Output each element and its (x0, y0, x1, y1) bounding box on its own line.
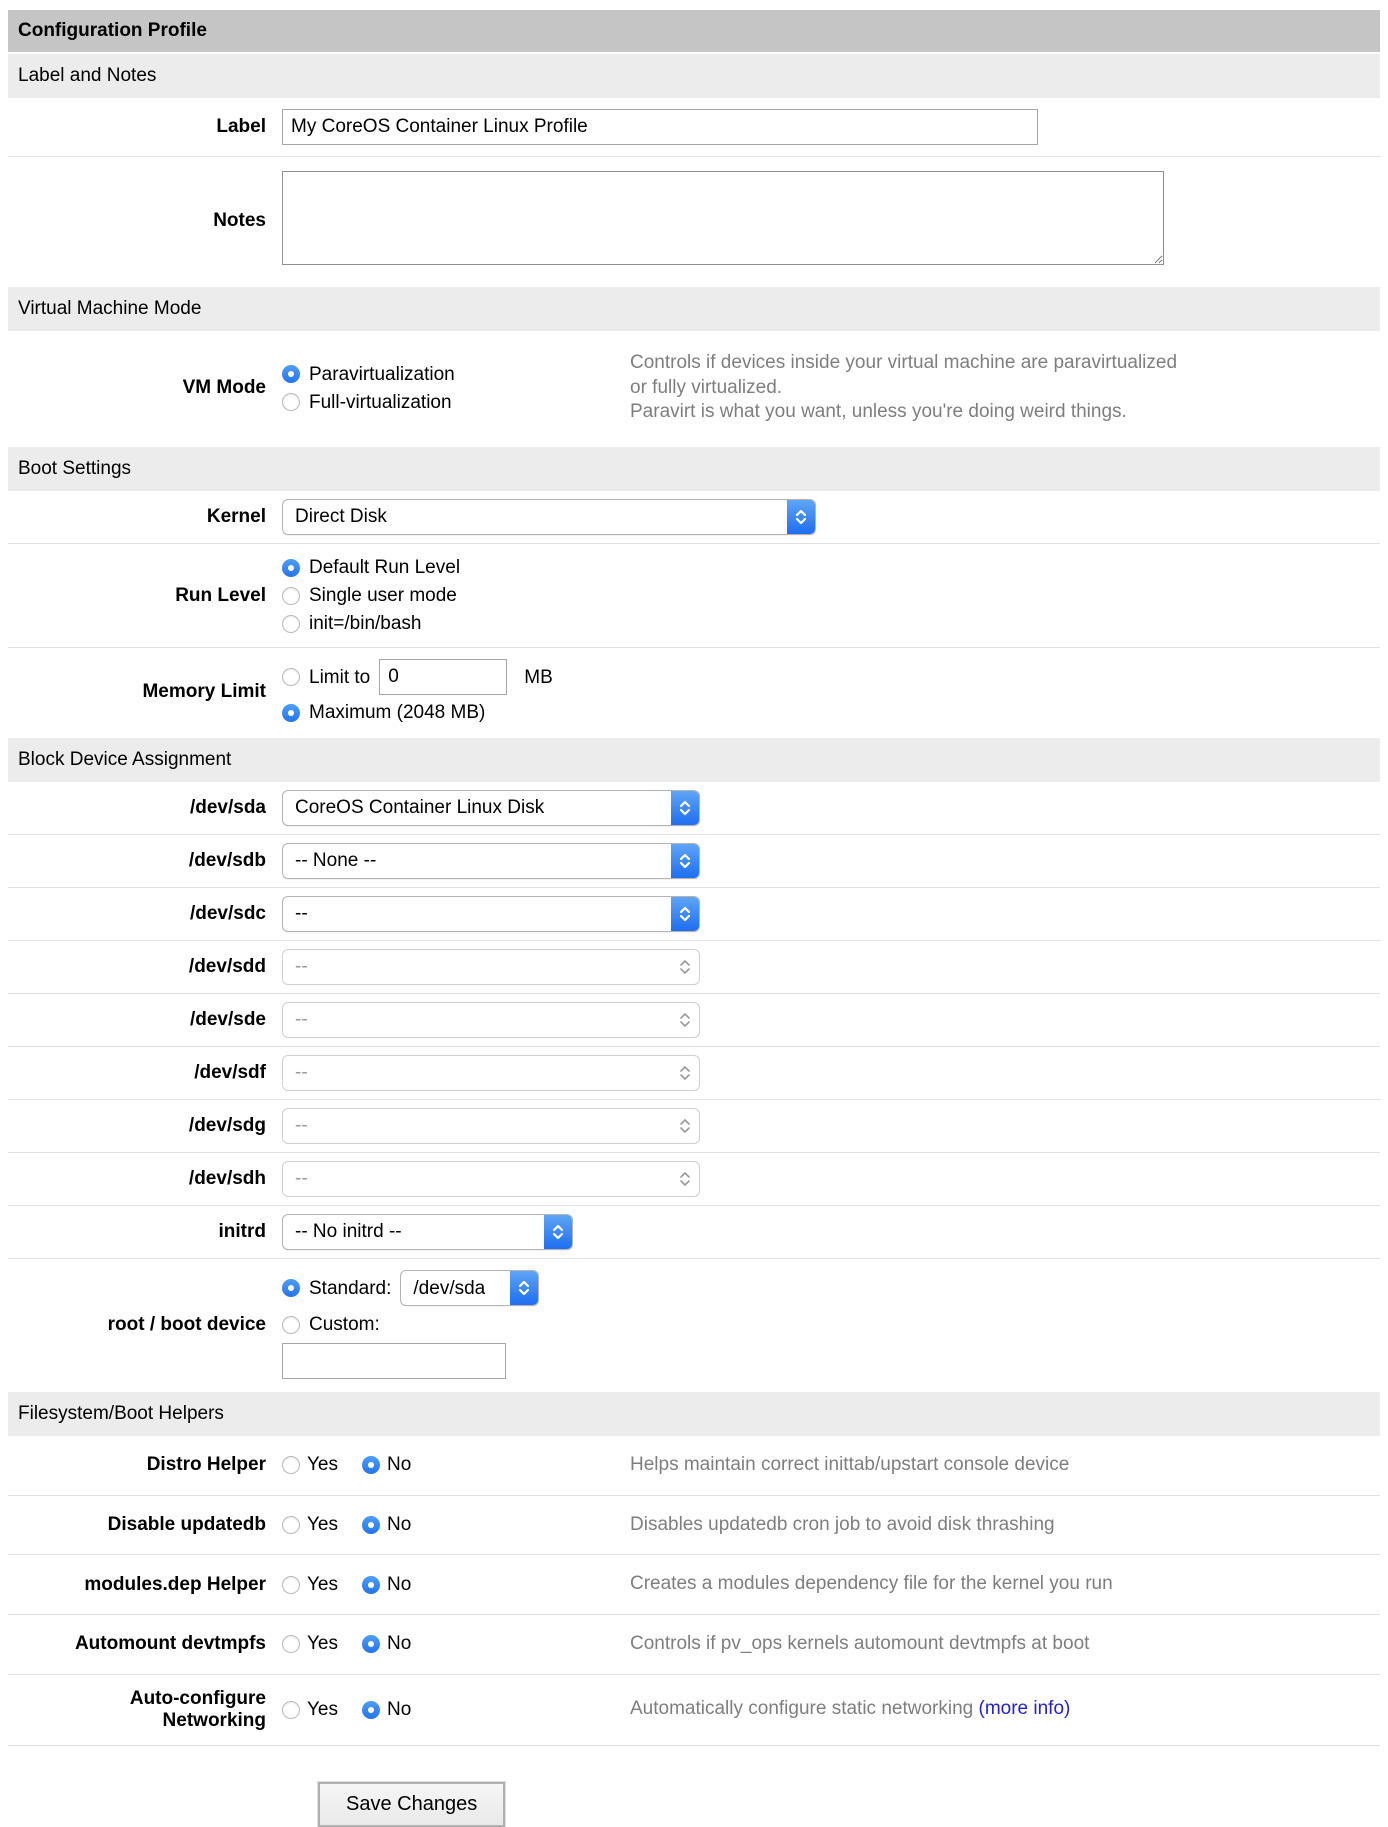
label-field-label: Label (216, 116, 266, 137)
radio-full-virtualization[interactable] (282, 393, 300, 411)
select-spinner-icon (787, 500, 815, 534)
select-spinner-icon (671, 791, 699, 825)
device-sda-label: /dev/sda (189, 797, 266, 819)
root-boot-device-label: root / boot device (107, 1313, 266, 1335)
device-sdb-select-value: -- None -- (295, 850, 377, 872)
distro-helper-label: Distro Helper (146, 1454, 266, 1476)
device-sdb-label: /dev/sdb (188, 850, 266, 872)
device-sdc-select-value: -- (295, 903, 308, 925)
vm-mode-row (8, 331, 1380, 445)
memory-limit-input[interactable] (379, 659, 507, 695)
radio-distro-helper-yes-label: Yes (307, 1454, 338, 1476)
radio-automount-devtmpfs-yes-label: Yes (307, 1633, 338, 1655)
device-row-sde (8, 993, 1380, 1046)
radio-distro-helper-no[interactable] (362, 1456, 380, 1474)
vm-mode-help-line2: Paravirt is what you want, unless you're doing weird things. (630, 401, 1127, 423)
section-header-label-and-notes: Label and Notes (8, 54, 1380, 98)
radio-auto-networking-no-label: No (387, 1698, 412, 1720)
radio-distro-helper-yes[interactable] (282, 1456, 300, 1474)
device-row-sdc (8, 887, 1380, 940)
automount-devtmpfs-help: Controls if pv_ops kernels automount devtmpfs at boot (630, 1633, 1090, 1655)
distro-helper-row (8, 1436, 1380, 1495)
device-sdg-select (282, 1108, 700, 1144)
radio-automount-devtmpfs-yes[interactable] (282, 1635, 300, 1653)
auto-configure-networking-help-text: Automatically configure static networking (630, 1698, 974, 1720)
auto-configure-networking-help (630, 1691, 1178, 1728)
radio-limit-to-label: Limit to (309, 666, 371, 688)
radio-distro-helper-no-label: No (387, 1454, 412, 1476)
device-sda-select[interactable] (282, 790, 700, 826)
memory-limit-row (8, 647, 1380, 736)
device-sdh-select-value: -- (295, 1168, 308, 1190)
boot-settings-group (8, 491, 1380, 736)
disable-updatedb-help: Disables updatedb cron job to avoid disk thrashing (630, 1513, 1055, 1535)
initrd-row (8, 1205, 1380, 1258)
save-area (8, 1746, 1380, 1827)
automount-devtmpfs-row (8, 1614, 1380, 1674)
radio-paravirtualization[interactable] (282, 365, 300, 383)
modules-dep-helper-help: Creates a modules dependency file for the kernel you run (630, 1573, 1113, 1595)
section-header-virtual-machine-mode: Virtual Machine Mode (8, 287, 1380, 331)
automount-devtmpfs-label: Automount devtmpfs (74, 1633, 266, 1655)
device-sdf-select-value: -- (295, 1062, 308, 1084)
root-boot-device-row (8, 1258, 1380, 1390)
radio-custom-device[interactable] (282, 1316, 300, 1334)
disable-updatedb-row (8, 1495, 1380, 1555)
device-sde-label: /dev/sde (189, 1009, 266, 1031)
radio-disable-updatedb-yes-label: Yes (307, 1514, 338, 1536)
auto-configure-networking-row (8, 1674, 1380, 1745)
device-sdh-select (282, 1161, 700, 1197)
radio-auto-networking-no[interactable] (362, 1701, 380, 1719)
filesystem-helpers-group (8, 1436, 1380, 1746)
modules-dep-helper-label: modules.dep Helper (84, 1573, 266, 1595)
select-spinner-icon (671, 844, 699, 878)
device-sdb-select[interactable] (282, 843, 700, 879)
radio-modules-dep-no[interactable] (362, 1576, 380, 1594)
radio-standard-device[interactable] (282, 1279, 300, 1297)
standard-device-select-value: /dev/sda (413, 1277, 486, 1299)
radio-modules-dep-yes-label: Yes (307, 1573, 338, 1595)
custom-device-input[interactable] (282, 1343, 506, 1379)
radio-auto-networking-yes-label: Yes (307, 1698, 338, 1720)
configuration-profile-page (8, 10, 1380, 1827)
device-row-sdg (8, 1099, 1380, 1152)
initrd-select[interactable] (282, 1214, 573, 1250)
select-spinner-icon (671, 1109, 699, 1143)
radio-custom-device-label: Custom: (309, 1314, 380, 1336)
vm-mode-help-line1: Controls if devices inside your virtual machine are paravirtualized or fully virtualized. (630, 352, 1178, 398)
radio-init-bin-bash-label: init=/bin/bash (309, 613, 422, 635)
radio-default-run-level[interactable] (282, 559, 300, 577)
radio-modules-dep-yes[interactable] (282, 1576, 300, 1594)
disable-updatedb-label: Disable updatedb (107, 1514, 266, 1536)
radio-limit-to[interactable] (282, 668, 300, 686)
device-row-sda (8, 782, 1380, 834)
radio-modules-dep-no-label: No (387, 1573, 412, 1595)
section-header-filesystem-boot-helpers: Filesystem/Boot Helpers (8, 1392, 1380, 1436)
device-sdg-select-value: -- (295, 1115, 308, 1137)
vm-mode-label: VM Mode (182, 377, 266, 399)
radio-init-bin-bash[interactable] (282, 615, 300, 633)
auto-configure-networking-label-text: Auto-configure Networking (129, 1687, 266, 1731)
page-title: Configuration Profile (8, 10, 1380, 52)
device-row-sdh (8, 1152, 1380, 1205)
kernel-row (8, 491, 1380, 543)
device-sdf-select (282, 1055, 700, 1091)
run-level-label: Run Level (175, 584, 266, 606)
device-row-sdf (8, 1046, 1380, 1099)
device-sdg-label: /dev/sdg (188, 1115, 266, 1137)
label-input[interactable] (282, 109, 1038, 145)
radio-automount-devtmpfs-no[interactable] (362, 1635, 380, 1653)
save-changes-button[interactable]: Save Changes (318, 1782, 505, 1827)
radio-auto-networking-yes[interactable] (282, 1701, 300, 1719)
memory-limit-label: Memory Limit (142, 681, 266, 703)
select-spinner-icon (671, 1056, 699, 1090)
device-sde-select-value: -- (295, 1009, 308, 1031)
device-sda-select-value: CoreOS Container Linux Disk (295, 797, 545, 819)
select-spinner-icon (671, 950, 699, 984)
kernel-select-value: Direct Disk (295, 506, 387, 528)
radio-single-user-mode[interactable] (282, 587, 300, 605)
device-row-sdd (8, 940, 1380, 993)
vm-mode-help (630, 345, 1178, 431)
select-spinner-icon (671, 1003, 699, 1037)
select-spinner-icon (510, 1271, 538, 1305)
radio-standard-device-label: Standard: (309, 1277, 392, 1299)
section-header-boot-settings: Boot Settings (8, 447, 1380, 491)
radio-paravirtualization-label: Paravirtualization (309, 363, 455, 385)
label-row (8, 98, 1380, 156)
device-sdf-label: /dev/sdf (194, 1062, 266, 1084)
vm-mode-group (8, 331, 1380, 445)
select-spinner-icon (544, 1215, 572, 1249)
radio-disable-updatedb-no[interactable] (362, 1516, 380, 1534)
more-info-link[interactable]: (more info) (978, 1698, 1071, 1720)
radio-maximum-memory-label: Maximum (2048 MB) (309, 702, 486, 724)
radio-default-run-level-label: Default Run Level (309, 557, 461, 579)
radio-single-user-mode-label: Single user mode (309, 585, 457, 607)
notes-field-label: Notes (213, 210, 266, 231)
label-notes-group (8, 98, 1380, 285)
device-sdd-select-value: -- (295, 956, 308, 978)
select-spinner-icon (671, 1162, 699, 1196)
device-row-sdb (8, 834, 1380, 887)
radio-disable-updatedb-yes[interactable] (282, 1516, 300, 1534)
initrd-select-value: -- No initrd -- (295, 1221, 402, 1243)
distro-helper-help: Helps maintain correct inittab/upstart console device (630, 1454, 1070, 1476)
device-sdd-select (282, 949, 700, 985)
device-sdh-label: /dev/sdh (188, 1168, 266, 1190)
modules-dep-helper-row (8, 1554, 1380, 1614)
notes-row (8, 156, 1380, 285)
kernel-select[interactable] (282, 499, 816, 535)
memory-limit-unit: MB (524, 666, 553, 688)
device-sdc-select[interactable] (282, 896, 700, 932)
device-sdd-label: /dev/sdd (188, 956, 266, 978)
auto-configure-networking-label (8, 1688, 266, 1732)
block-device-group (8, 782, 1380, 1390)
select-spinner-icon (671, 897, 699, 931)
section-header-block-device-assignment: Block Device Assignment (8, 738, 1380, 782)
standard-device-select[interactable] (400, 1270, 539, 1306)
device-sdc-label: /dev/sdc (189, 903, 266, 925)
radio-full-virtualization-label: Full-virtualization (309, 391, 452, 413)
kernel-label: Kernel (206, 506, 266, 528)
radio-automount-devtmpfs-no-label: No (387, 1633, 412, 1655)
notes-textarea[interactable] (282, 171, 1164, 265)
radio-maximum-memory[interactable] (282, 704, 300, 722)
radio-disable-updatedb-no-label: No (387, 1514, 412, 1536)
initrd-label: initrd (218, 1221, 266, 1243)
run-level-row (8, 543, 1380, 647)
device-sde-select (282, 1002, 700, 1038)
